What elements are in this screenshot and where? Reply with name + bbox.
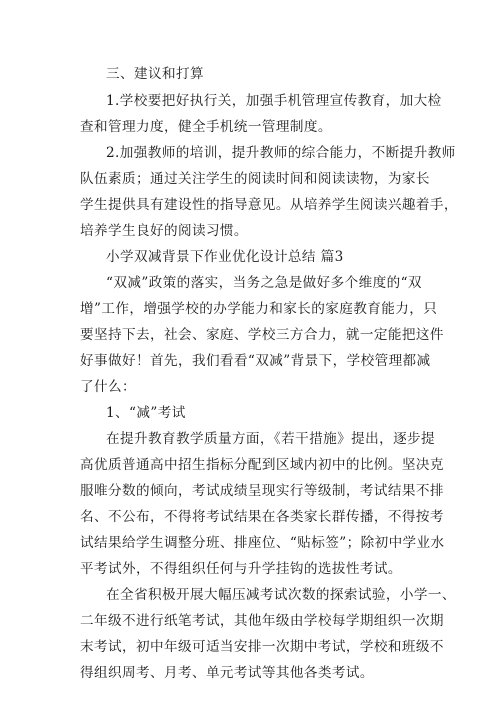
paragraph-line: 末考试，初中年级可适当安排一次期中考试，学校和班级不 bbox=[80, 639, 444, 655]
paragraph-line: 二年级不进行纸笔考试，其他年级由学校每学期组织一次期 bbox=[80, 613, 444, 629]
paragraph-line: 了什么： bbox=[80, 379, 136, 395]
paragraph-line: 高优质普通高中招生指标分配到区域内初中的比例。坚决克 bbox=[80, 457, 444, 473]
paragraph-line: 平考试外，不得组织任何与升学挂钩的选拔性考试。 bbox=[80, 561, 402, 577]
paragraph-line: 在全省积极开展大幅压减考试次数的探索试验，小学一、 bbox=[106, 587, 456, 603]
paragraph-line: 2.加强教师的培训，提升教师的综合能力，不断提升教师 bbox=[106, 145, 456, 161]
subheading-reduce-exams: 1、“减”考试 bbox=[106, 405, 186, 421]
section-heading-suggestions: 三、建议和打算 bbox=[106, 66, 204, 82]
paragraph-line: 名、不公布，不得将考试结果在各类家长群传播，不得按考 bbox=[80, 509, 444, 525]
paragraph-line: 服唯分数的倾向，考试成绩呈现实行等级制，考试结果不排 bbox=[80, 483, 444, 499]
paragraph-line: 好事做好！首先，我们看看“双减”背景下，学校管理都减 bbox=[80, 353, 431, 369]
paragraph-line: 增”工作，增强学校的办学能力和家长的家庭教育能力，只 bbox=[80, 301, 438, 317]
paragraph-line: 学生提供具有建设性的指导意见。从培养学生阅读兴趣着手， bbox=[80, 197, 458, 213]
paragraph-line: 要坚持下去，社会、家庭、学校三方合力，就一定能把这件 bbox=[80, 327, 444, 343]
article-title: 小学双减背景下作业优化设计总结 篇3 bbox=[106, 249, 344, 265]
paragraph-line: 查和管理力度，健全手机统一管理制度。 bbox=[80, 119, 332, 135]
paragraph-line: 队伍素质；通过关注学生的阅读时间和阅读读物，为家长 bbox=[80, 171, 430, 187]
paragraph-line: 得组织周考、月考、单元考试等其他各类考试。 bbox=[80, 665, 374, 681]
paragraph-line: 在提升教育教学质量方面，《若干措施》提出，逐步提 bbox=[106, 431, 436, 447]
paragraph-line: 试结果给学生调整分班、排座位、“贴标签”；除初中学业水 bbox=[80, 535, 445, 551]
paragraph-line: 1.学校要把好执行关，加强手机管理宣传教育，加大检 bbox=[106, 93, 442, 109]
paragraph-line: 培养学生良好的阅读习惯。 bbox=[80, 223, 248, 239]
paragraph-line: “双减”政策的落实，当务之急是做好多个维度的“双 bbox=[106, 275, 422, 291]
